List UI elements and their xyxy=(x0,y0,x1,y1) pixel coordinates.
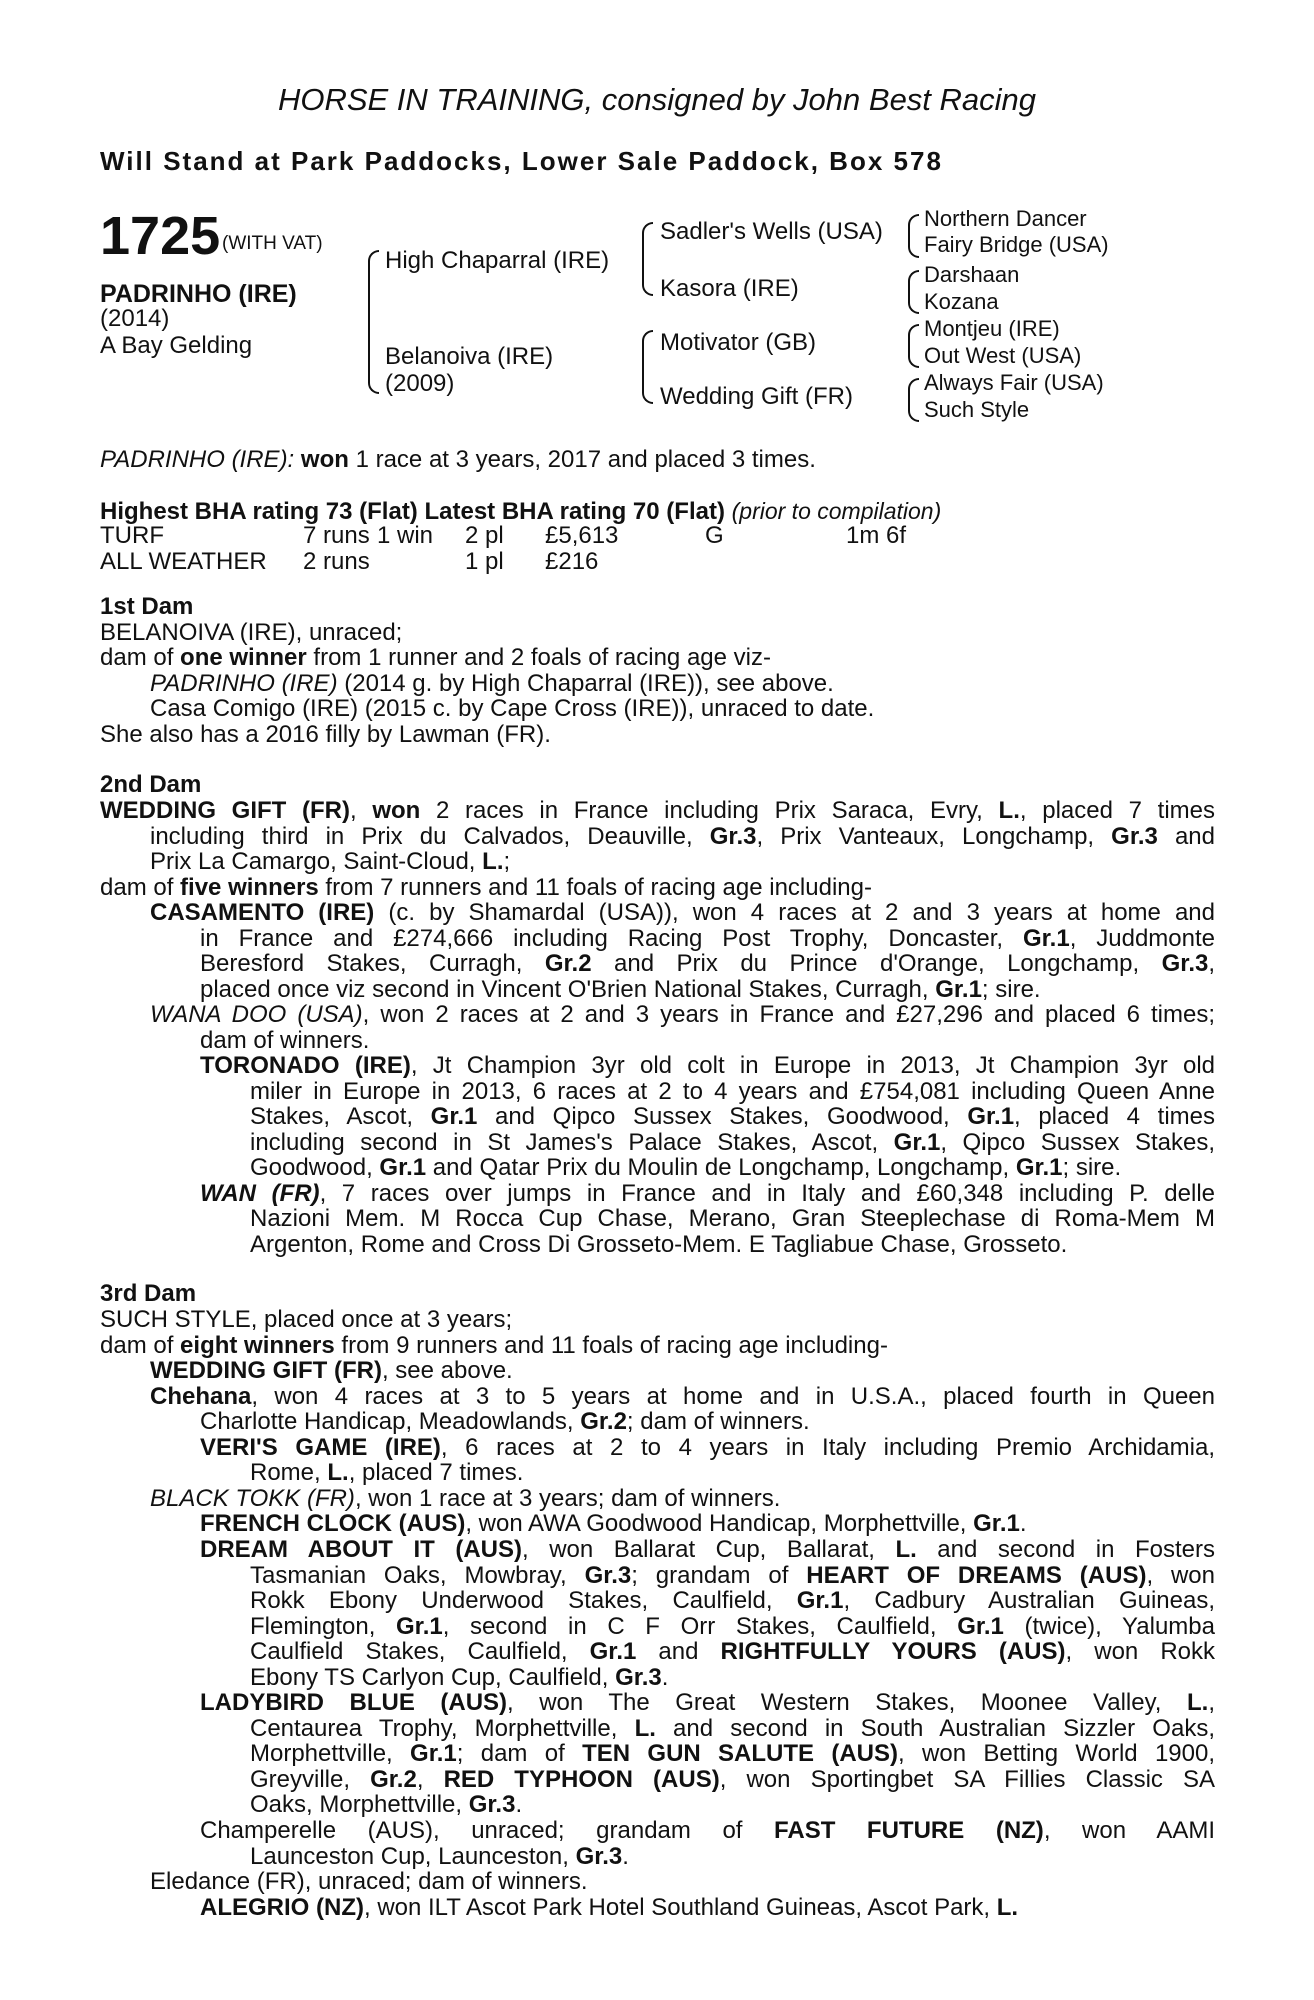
pedigree-g4: Kozana xyxy=(924,289,999,314)
dam3-line: Charlotte Handicap, Meadowlands, Gr.2; dam of winners. xyxy=(200,1408,810,1436)
stand-location: Will Stand at Park Paddocks, Lower Sale Paddock, Box 578 xyxy=(100,146,943,176)
horse-name: PADRINHO (IRE) xyxy=(100,280,297,308)
table-cell: 2 pl xyxy=(465,522,504,549)
dam3-line: Ebony TS Carlyon Cup, Caulfield, Gr.3. xyxy=(250,1663,669,1691)
table-cell: £5,613 xyxy=(545,522,619,549)
horse-description: A Bay Gelding xyxy=(100,332,253,359)
page-title: HORSE IN TRAINING, consigned by John Best Racing xyxy=(277,82,1037,117)
dam3-line: Chehana, won 4 races at 3 to 5 years at home and in U.S.A., placed fourth in Queen xyxy=(150,1382,1215,1410)
pedigree-g3: Darshaan xyxy=(924,262,1020,287)
pedigree-brace xyxy=(908,378,919,422)
dam3-line: VERI'S GAME (IRE), 6 races at 2 to 4 years in Italy including Premio Archidamia, xyxy=(200,1433,1215,1461)
table-cell: ALL WEATHER xyxy=(100,548,267,575)
dam2-line: dam of five winners from 7 runners and 11 foals of racing age including- xyxy=(100,873,872,901)
dam3-line: Flemington, Gr.1, second in C F Orr Stakes, Caulfield, Gr.1 (twice), Yalumba xyxy=(250,1612,1215,1640)
pedigree-sire-dam: Kasora (IRE) xyxy=(660,275,799,302)
dam2-line: miler in Europe in 2013, 6 races at 2 to 4 years and £754,081 including Queen Anne xyxy=(250,1077,1215,1105)
dam3-line: Oaks, Morphettville, Gr.3. xyxy=(250,1791,523,1819)
race-record: PADRINHO (IRE): won 1 race at 3 years, 2017 and placed 3 times. xyxy=(100,446,816,473)
dam1-line: PADRINHO (IRE) (2014 g. by High Chaparral (IRE)), see above. xyxy=(150,670,834,697)
dam2-line: WANA DOO (USA), won 2 races at 2 and 3 years in France and £27,296 and placed 6 times; xyxy=(150,1001,1216,1028)
dam2-line: WEDDING GIFT (FR), won 2 races in France including Prix Saraca, Evry, L., placed 7 times xyxy=(100,797,1215,824)
table-cell: 7 runs xyxy=(303,522,370,549)
dam1-line: Casa Comigo (IRE) (2015 c. by Cape Cross (IRE)), unraced to date. xyxy=(150,695,875,722)
section-heading: 2nd Dam xyxy=(100,771,202,798)
dam2-line: placed once viz second in Vincent O'Brien National Stakes, Curragh, Gr.1; sire. xyxy=(200,975,1041,1003)
dam3-line: Rokk Ebony Underwood Stakes, Caulfield, Gr.1, Cadbury Australian Guineas, xyxy=(250,1587,1216,1615)
dam1-line: BELANOIVA (IRE), unraced; xyxy=(100,619,403,646)
pedigree-brace xyxy=(908,324,919,368)
pedigree-g8: Such Style xyxy=(924,397,1030,422)
pedigree-g1: Northern Dancer xyxy=(924,206,1087,231)
pedigree-brace xyxy=(642,330,653,404)
dam3-line: Launceston Cup, Launceston, Gr.3. xyxy=(250,1842,629,1870)
dam2-line: Prix La Camargo, Saint-Cloud, L.; xyxy=(150,848,511,875)
lot-number: 1725 xyxy=(100,206,221,266)
dam2-line: dam of winners. xyxy=(200,1026,370,1054)
table-cell: 1 win xyxy=(377,522,434,549)
dam2-line: Goodwood, Gr.1 and Qatar Prix du Moulin de Longchamp, Longchamp, Gr.1; sire. xyxy=(250,1154,1122,1181)
pedigree-brace xyxy=(908,214,919,258)
dam3-line: LADYBIRD BLUE (AUS), won The Great Western Stakes, Moonee Valley, L., xyxy=(200,1689,1215,1717)
dam3-line: WEDDING GIFT (FR), see above. xyxy=(150,1357,513,1385)
dam1-line: dam of one winner from 1 runner and 2 foals of racing age viz- xyxy=(100,644,771,671)
pedigree-brace xyxy=(908,270,919,314)
dam1-line: She also has a 2016 filly by Lawman (FR). xyxy=(100,721,551,748)
dam3-line: Tasmanian Oaks, Mowbray, Gr.3; grandam of HEART OF DREAMS (AUS), won xyxy=(250,1561,1216,1589)
vat-note: (WITH VAT) xyxy=(222,233,323,254)
horse-year: (2014) xyxy=(100,305,170,332)
dam2-line: TORONADO (IRE), Jt Champion 3yr old colt in Europe in 2013, Jt Champion 3yr old xyxy=(200,1052,1216,1079)
dam2-line: in France and £274,666 including Racing Post Trophy, Doncaster, Gr.1, Juddmonte xyxy=(200,924,1215,952)
pedigree-dam-sire: Motivator (GB) xyxy=(660,329,817,356)
pedigree-g2: Fairy Bridge (USA) xyxy=(924,232,1109,257)
table-cell: £216 xyxy=(545,548,599,575)
dam2-line: Argenton, Rome and Cross Di Grosseto-Mem. E Tagliabue Chase, Grosseto. xyxy=(250,1230,1068,1258)
dam2-line: Nazioni Mem. M Rocca Cup Chase, Merano, Gran Steeplechase di Roma-Mem M xyxy=(250,1205,1215,1232)
dam2-line: including third in Prix du Calvados, Deauville, Gr.3, Prix Vanteaux, Longchamp, Gr.3 and xyxy=(150,822,1215,850)
dam3-line: Centaurea Trophy, Morphettville, L. and second in South Australian Sizzler Oaks, xyxy=(250,1714,1215,1742)
dam3-line: BLACK TOKK (FR), won 1 race at 3 years; dam of winners. xyxy=(150,1484,781,1512)
table-cell: 2 runs xyxy=(303,548,370,575)
pedigree-sire-sire: Sadler's Wells (USA) xyxy=(660,218,883,245)
dam3-line: DREAM ABOUT IT (AUS), won Ballarat Cup, Ballarat, L. and second in Fosters xyxy=(200,1535,1215,1563)
dam3-line: Eledance (FR), unraced; dam of winners. xyxy=(150,1868,588,1896)
pedigree-g7: Always Fair (USA) xyxy=(924,370,1104,395)
dam2-line: Beresford Stakes, Curragh, Gr.2 and Prix du Prince d'Orange, Longchamp, Gr.3, xyxy=(200,950,1216,977)
dam3-line: Champerelle (AUS), unraced; grandam of FAST FUTURE (NZ), won AAMI xyxy=(200,1817,1215,1844)
dam3-line: FRENCH CLOCK (AUS), won AWA Goodwood Handicap, Morphettville, Gr.1. xyxy=(200,1510,1027,1538)
dam3-line: Rome, L., placed 7 times. xyxy=(250,1459,524,1487)
dam2-line: WAN (FR), 7 races over jumps in France and in Italy and £60,348 including P. delle xyxy=(200,1179,1216,1207)
dam3-line: Morphettville, Gr.1; dam of TEN GUN SALUTE (AUS), won Betting World 1900, xyxy=(250,1740,1216,1768)
dam2-line: Stakes, Ascot, Gr.1 and Qipco Sussex Stakes, Goodwood, Gr.1, placed 4 times xyxy=(250,1103,1215,1130)
dam3-line: Caulfield Stakes, Caulfield, Gr.1 and RIGHTFULLY YOURS (AUS), won Rokk xyxy=(250,1638,1216,1666)
pedigree-dam-year: (2009) xyxy=(385,370,455,397)
pedigree-dam: Belanoiva (IRE) xyxy=(385,343,554,370)
pedigree-dam-dam: Wedding Gift (FR) xyxy=(660,383,853,410)
dam3-line: ALEGRIO (NZ), won ILT Ascot Park Hotel Southland Guineas, Ascot Park, L. xyxy=(200,1893,1019,1921)
table-cell: G xyxy=(705,522,724,549)
pedigree-brace xyxy=(368,250,379,394)
dam3-line: dam of eight winners from 9 runners and 11 foals of racing age including- xyxy=(100,1331,888,1359)
pedigree-sire: High Chaparral (IRE) xyxy=(385,247,610,274)
pedigree-g6: Out West (USA) xyxy=(924,343,1082,368)
dam2-line: CASAMENTO (IRE) (c. by Shamardal (USA)), won 4 races at 2 and 3 years at home and xyxy=(150,899,1215,926)
table-cell: 1 pl xyxy=(465,548,504,575)
table-cell: 1m 6f xyxy=(846,522,907,549)
section-heading: 3rd Dam xyxy=(100,1280,197,1307)
table-cell: TURF xyxy=(100,522,164,549)
rating-line: Highest BHA rating 73 (Flat) Latest BHA rating 70 (Flat) (prior to compilation) xyxy=(100,498,942,525)
dam3-line: SUCH STYLE, placed once at 3 years; xyxy=(100,1306,513,1333)
section-heading: 1st Dam xyxy=(100,593,194,620)
dam2-line: including second in St James's Palace Stakes, Ascot, Gr.1, Qipco Sussex Stakes, xyxy=(250,1128,1216,1156)
dam3-line: Greyville, Gr.2, RED TYPHOON (AUS), won Sportingbet SA Fillies Classic SA xyxy=(250,1765,1216,1793)
pedigree-g5: Montjeu (IRE) xyxy=(924,316,1060,341)
pedigree-brace xyxy=(642,222,653,296)
